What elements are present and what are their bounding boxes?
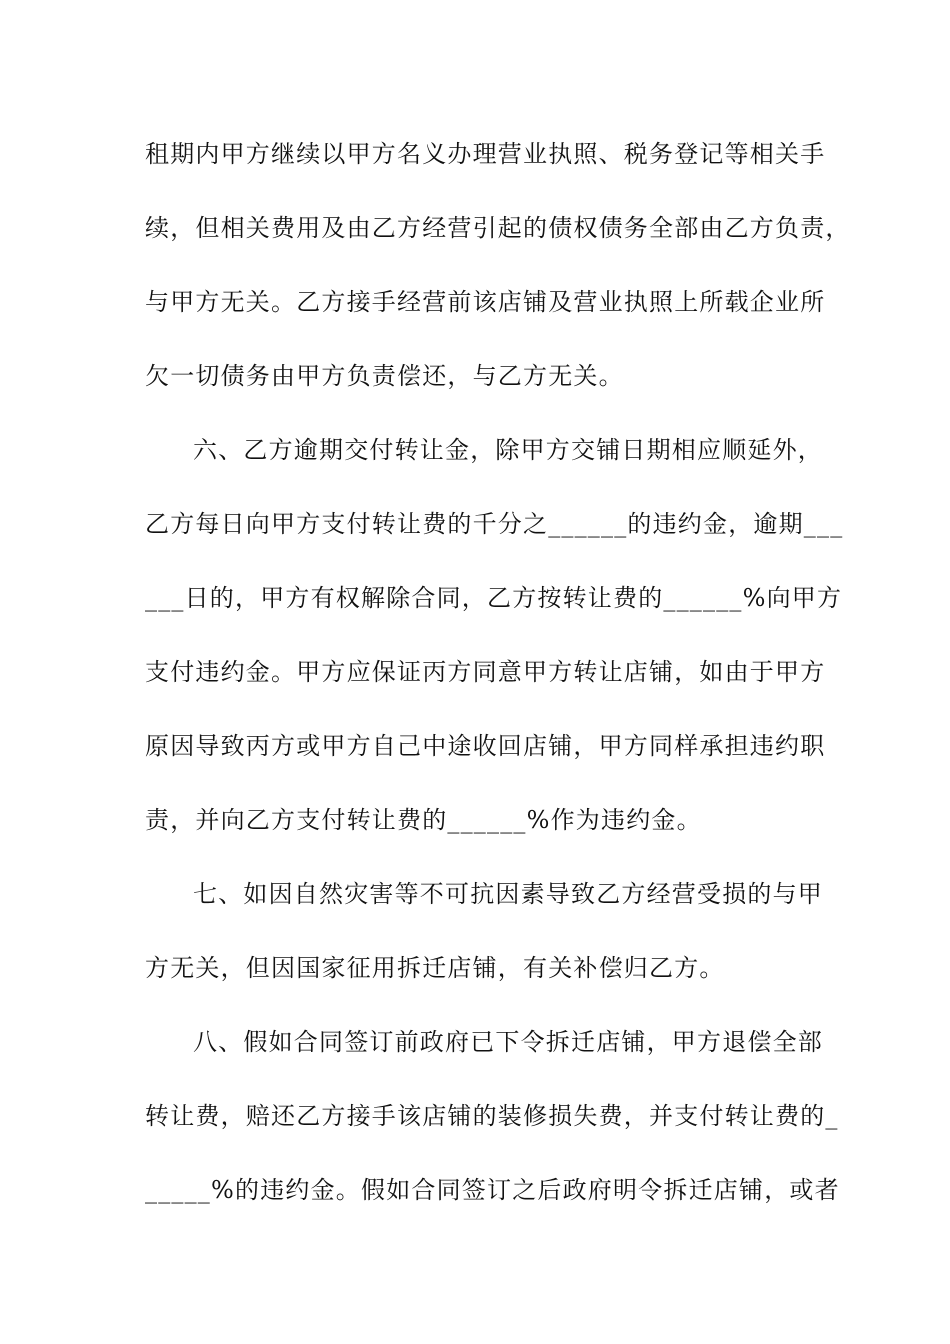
paragraph-6-first-line: 六、乙方逾期交付转让金，除甲方交铺日期相应顺延外，: [193, 436, 823, 464]
text-line: 支付违约金。甲方应保证丙方同意甲方转让店铺，如由于甲方: [145, 658, 826, 686]
text-line: ___日的，甲方有权解除合同，乙方按转让费的______%向甲方: [145, 584, 843, 612]
text-line: 与甲方无关。乙方接手经营前该店铺及营业执照上所载企业所: [145, 288, 826, 316]
text-line: 责，并向乙方支付转让费的______%作为违约金。: [145, 806, 702, 834]
paragraph-8-first-line: 八、假如合同签订前政府已下令拆迁店铺，甲方退偿全部: [193, 1028, 823, 1056]
text-line: _____%的违约金。假如合同签订之后政府明令拆迁店铺，或者: [145, 1176, 840, 1204]
text-line: 方无关，但因国家征用拆迁店铺，有关补偿归乙方。: [145, 954, 725, 982]
paragraph-7-first-line: 七、如因自然灾害等不可抗因素导致乙方经营受损的与甲: [193, 880, 823, 908]
text-line: 转让费，赔还乙方接手该店铺的装修损失费，并支付转让费的_: [145, 1102, 839, 1130]
text-line: 原因导致丙方或甲方自己中途收回店铺，甲方同样承担违约职: [145, 732, 826, 760]
text-line: 欠一切债务由甲方负责偿还，与乙方无关。: [145, 362, 624, 390]
text-line: 乙方每日向甲方支付转让费的千分之______的违约金，逾期___: [145, 510, 844, 538]
text-line: 续，但相关费用及由乙方经营引起的债权债务全部由乙方负责，: [145, 214, 851, 242]
text-line: 租期内甲方继续以甲方名义办理营业执照、税务登记等相关手: [145, 140, 826, 168]
